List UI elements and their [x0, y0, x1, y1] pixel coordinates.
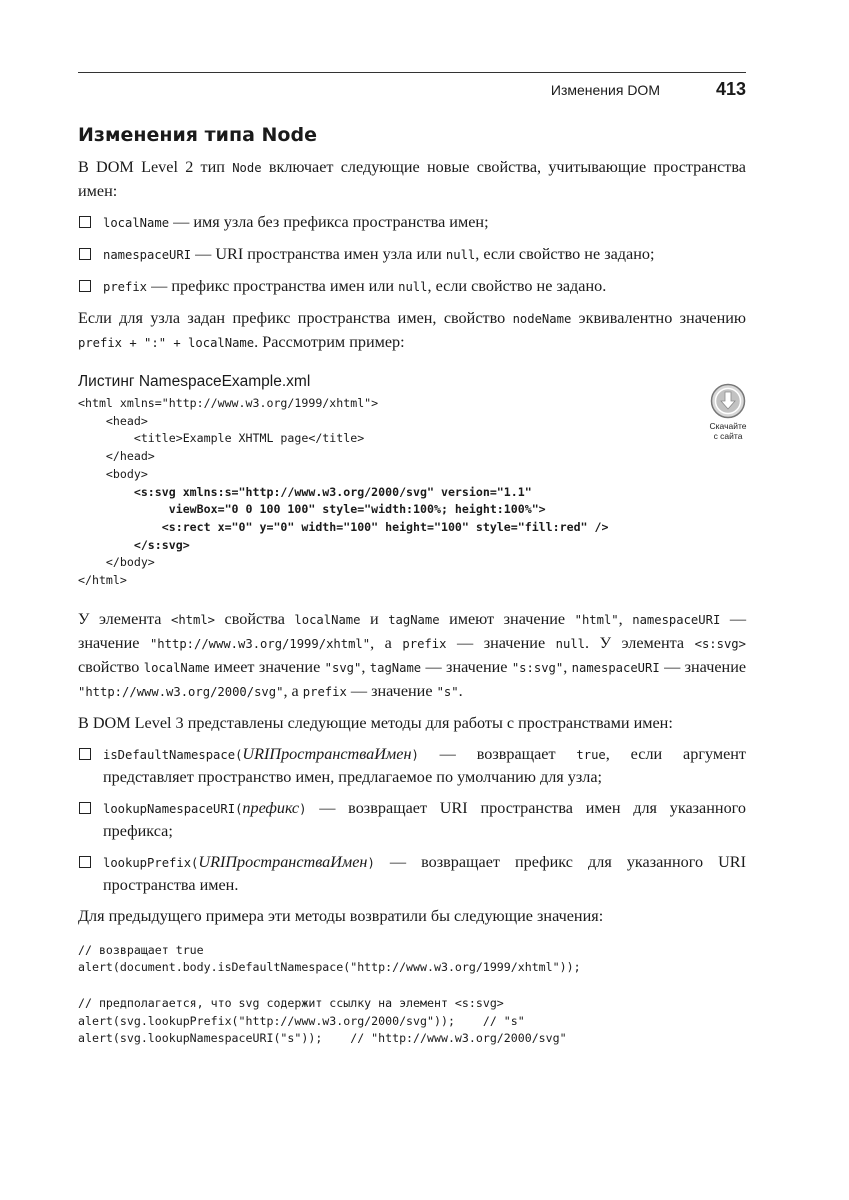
checkbox-bullet-icon: [79, 748, 91, 760]
intro-paragraph: В DOM Level 2 тип Node включает следующие новые свойства, учитывающие пространства имен:: [78, 158, 746, 200]
methods-list: [78, 743, 746, 896]
list-item: prefix — префикс пространства имен или null, если свойство не задано.: [78, 275, 746, 298]
section-title: Изменения типа Node: [78, 124, 317, 146]
checkbox-bullet-icon: [79, 248, 91, 260]
code-example: // возвращает true alert(document.body.isDefaultNamespace("http://www.w3.org/1999/xhtml")); // предполагается, что svg содержит ссылку на элемент <s:svg> alert(svg.lookupPrefix("http://www.w3.org/2000/svg")); // "s" alert(svg.lookupNamespaceURI("s")); // "http://www.w3.org/2000/svg": [78, 942, 581, 1046]
paragraph: В DOM Level 3 представлены следующие методы для работы с пространствами имен:: [78, 713, 673, 732]
checkbox-bullet-icon: [79, 280, 91, 292]
paragraph: Для предыдущего примера эти методы возвратили бы следующие значения:: [78, 906, 604, 925]
checkbox-bullet-icon: [79, 856, 91, 868]
code-listing: <html xmlns="http://www.w3.org/1999/xhtml"> <head> <title>Example XHTML page</title> </head> <body> <s:svg xmlns:s="http://www.w3.org/2000/svg" version="1.1" viewBox="0 0 100 100" style="width:100%; height:100%"> <s:rect x="0" y="0" width="100" height="100" style="fill:red" /> </s:svg> </body> </html>: [78, 396, 609, 588]
list-item: lookupNamespaceURI(префикс) — возвращает URI пространства имен для указанного префикса;: [78, 797, 746, 842]
paragraph: У элемента <html> свойства localName и tagName имеют значение "html", namespaceURI — значение "http://www.w3.org/1999/xhtml", а prefix — значение null. У элемента <s:svg> свойство localName имеет значение "svg", tagName — значение "s:svg", namespaceURI — значение "http://www.w3.org/2000/svg", а prefix — значение "s".: [78, 609, 747, 700]
checkbox-bullet-icon: [79, 216, 91, 228]
list-item: localName — имя узла без префикса пространства имен;: [78, 211, 746, 234]
running-header: [78, 80, 746, 102]
checkbox-bullet-icon: [79, 802, 91, 814]
list-item: lookupPrefix(URIПространстваИмен) — возвращает префикс для указанного URI пространства имен.: [78, 851, 746, 896]
paragraph: Если для узла задан префикс пространства имен, свойство nodeName эквивалентно значению prefix + ":" + localName. Рассмотрим пример:: [78, 309, 746, 351]
listing-title: Листинг NamespaceExample.xml: [78, 373, 311, 390]
download-label-1: Скачайте: [709, 421, 747, 431]
properties-list: [78, 211, 746, 298]
header-rule: [78, 72, 746, 73]
list-item: namespaceURI — URI пространства имен узла или null, если свойство не задано;: [78, 243, 746, 266]
list-item: isDefaultNamespace(URIПространстваИмен) — возвращает true, если аргумент представляет пространство имен, предлагаемое по умолчанию для узла;: [78, 743, 746, 788]
running-title: Изменения DOM: [550, 82, 660, 98]
page-content: [78, 124, 746, 1048]
download-label-2: с сайта: [713, 431, 743, 441]
page-number: 413: [715, 79, 746, 99]
